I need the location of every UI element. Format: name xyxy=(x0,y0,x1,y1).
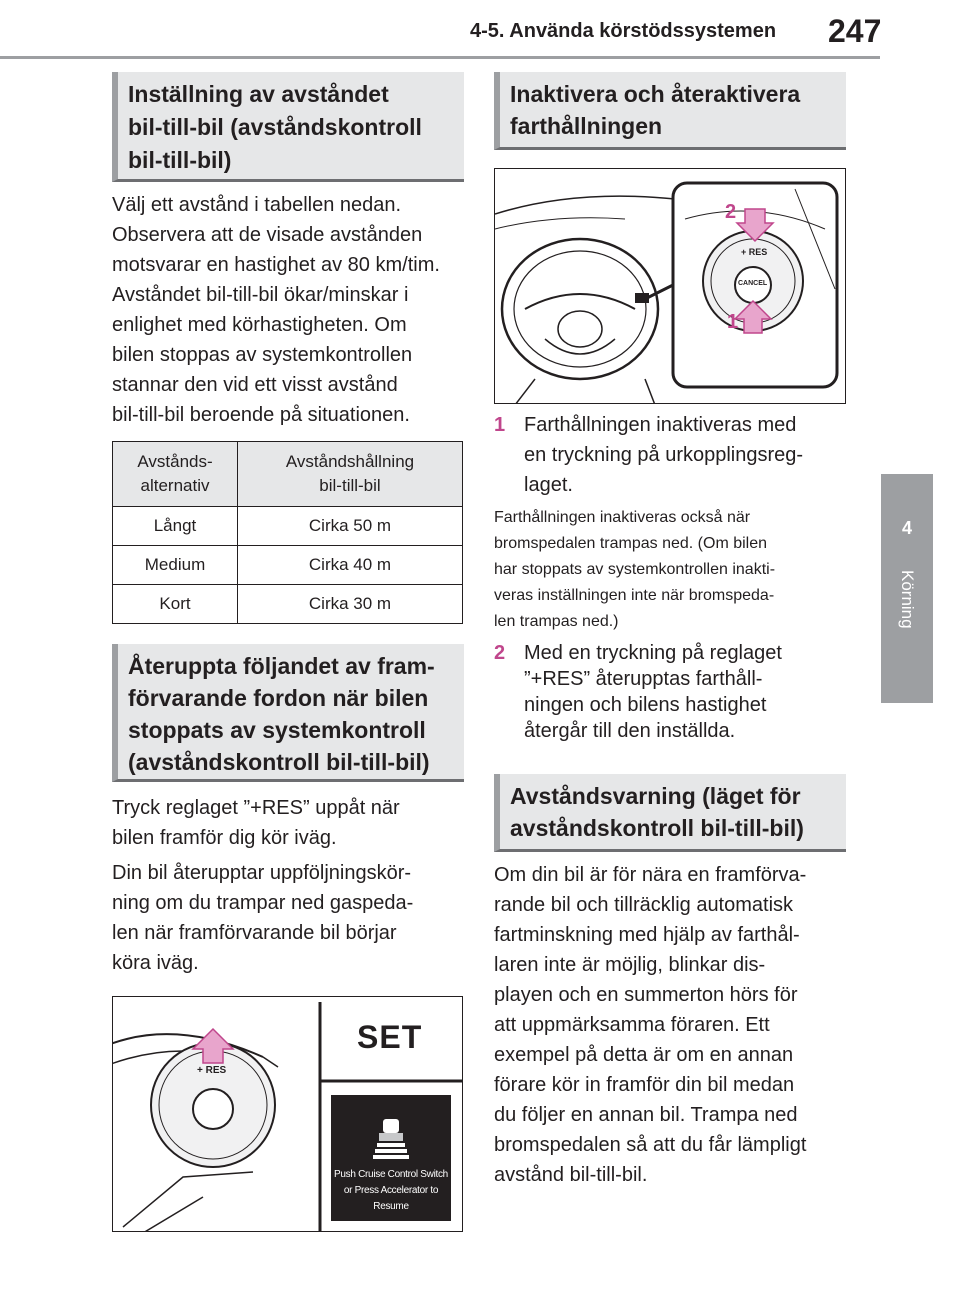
cancel-label: CANCEL xyxy=(738,280,768,287)
heading-resume-following: Återuppta följandet av fram- förvarande fordon när bilen stoppats av systemkontroll (avståndskontroll bil-till-bil) xyxy=(112,644,464,782)
heading-distance-warning: Avståndsvarning (läget för avståndskontroll bil-till-bil) xyxy=(494,774,846,852)
resume-item-2: 2 Med en tryckning på reglaget ”+RES” återupptas farthåll- ningen och bilens hastighet återgår till den inställda. xyxy=(494,642,782,742)
distance-warning-body: Om din bil är för nära en framförva- rande bil och tillräcklig automatisk fartminskning med hjälp av farthål- laren inte är möjlig, blinkar dis- playen och en summerton hörs för att uppmärksamma föraren. Ett exempel på detta är om en annan förare kör in framför din bil medan du följer en annan bil. Trampa ned bromspedalen så att du får lämpligt avstånd bil-till-bil. xyxy=(494,864,807,1186)
cancel-item-1: 1 Farthållningen inaktiveras med en tryckning på urkopplingsreg- laget. xyxy=(494,414,804,496)
resume-following-para2: Din bil återupptar uppföljningskör- ning om du trampar ned gaspeda- len när framförvarande bil börjar köra iväg. xyxy=(112,862,414,974)
figure-cancel-res xyxy=(494,168,846,404)
callout-2: 2 xyxy=(725,201,737,223)
heading-distance-setting: Inställning av avståndet bil-till-bil (avståndskontroll bil-till-bil) xyxy=(112,72,464,182)
set-label: SET xyxy=(357,1019,423,1055)
resume-following-para1: Tryck reglaget ”+RES” uppåt när bilen framför dig kör iväg. xyxy=(112,797,400,849)
table-row: Kort Cirka 30 m xyxy=(113,585,463,624)
res-label: + RES xyxy=(741,247,768,257)
heading-cancel-resume: Inaktivera och återaktivera farthållningen xyxy=(494,72,846,150)
table-row: Medium Cirka 40 m xyxy=(113,546,463,585)
chapter-name: Körning xyxy=(898,570,917,629)
figure-res-set xyxy=(112,996,463,1232)
res-label: + RES xyxy=(197,1065,227,1076)
chapter-number: 4 xyxy=(901,518,912,538)
cancel-note: Farthållningen inaktiveras också när bromspedalen trampas ned. (Om bilen har stoppats av systemkontrollen inakti- veras inställningen inte när bromspeda- len trampas ned.) xyxy=(494,509,776,630)
page-number: 247 xyxy=(828,13,882,49)
table-header-option: Avstånds- alternativ xyxy=(113,442,238,507)
header-rule xyxy=(0,56,880,59)
table-header-distance: Avståndshållning bil-till-bil xyxy=(238,442,463,507)
distance-setting-body: Välj ett avstånd i tabellen nedan. Observera att de visade avstånden motsvarar en hastighet av 80 km/tim. Avståndet bil-till-bil ökar/minskar i enlighet med körhastigheten. Om bilen stoppas av systemkontrollen stannar den vid ett visst avstånd bil-till-bil beroende på situationen. xyxy=(112,194,440,426)
cockpit-illustration xyxy=(495,169,846,404)
distance-table xyxy=(112,441,463,624)
display-message: Push Cruise Control Switch or Press Accelerator to Resume xyxy=(334,1169,448,1212)
table-row: Långt Cirka 50 m xyxy=(113,507,463,546)
running-header-title: 4-5. Använda körstödssystemen xyxy=(470,20,777,42)
callout-1: 1 xyxy=(727,311,739,333)
